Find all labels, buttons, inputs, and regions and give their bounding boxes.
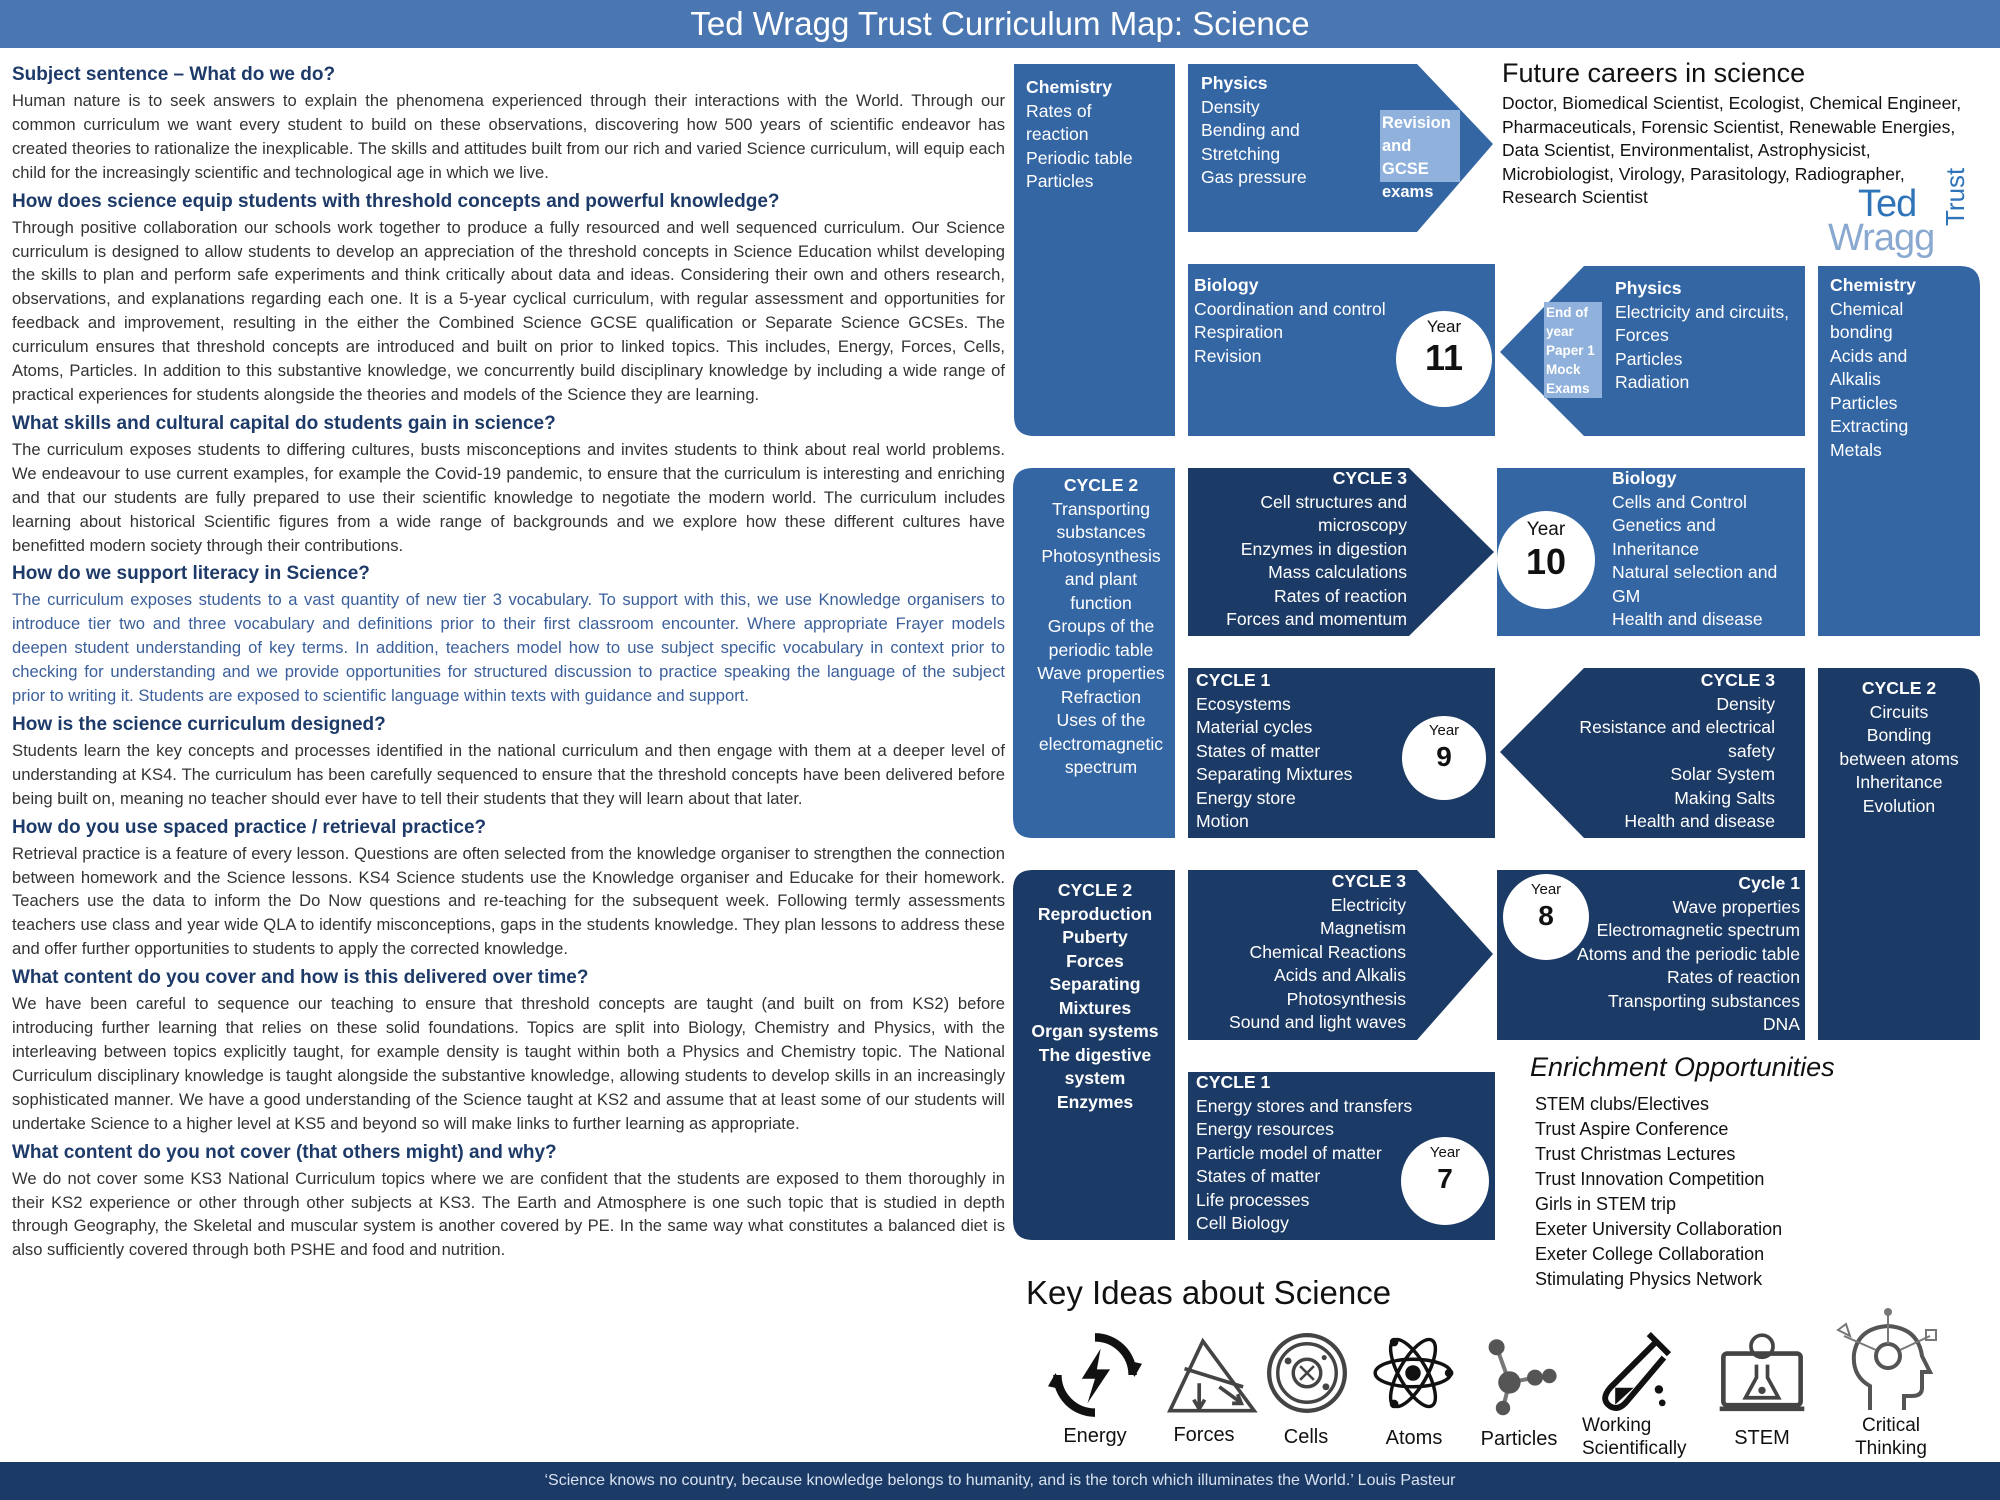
logo-wragg: Wragg — [1828, 217, 1935, 259]
topic: Inheritance — [1612, 538, 1700, 559]
enrichment-item: Exeter University Collaboration — [1535, 1219, 1783, 1239]
section-heading: How do we support literacy in Science? — [12, 563, 370, 585]
y11-chemistry-box — [1026, 76, 1171, 194]
working-scientifically-icon — [1590, 1328, 1674, 1414]
enrichment-item: Exeter College Collaboration — [1535, 1244, 1765, 1264]
topic: Particles — [1615, 348, 1683, 369]
topic: Rates of reaction — [1273, 585, 1407, 606]
section-body: Retrieval practice is a feature of every lesson. Questions are often selected from the knowledge organiser to strengthen the connection between homework and the Science lessons. KS4 Science students use the Knowledge organiser and Educake for their homework. Teachers use the data to inform the Do Now questions and re-teaching for the subsequent week. Following termly assessments teachers use class and year wide QLA to identify misconceptions, gaps in the students knowledge. They plan lessons to address these and offer further opportunities to students to apply the corrected knowledge. — [12, 843, 1005, 959]
end-of-year-line: Exams — [1546, 381, 1590, 396]
topic: States of matter — [1196, 740, 1321, 761]
topic: Cells and Control — [1612, 491, 1747, 512]
key-idea-label: Atoms — [1385, 1427, 1443, 1449]
ted-wragg-trust-logo — [1826, 167, 1976, 266]
enrichment-list — [1535, 1092, 1965, 1292]
year-label: Year — [1530, 881, 1562, 898]
section-heading: What skills and cultural capital do students gain in science? — [12, 412, 556, 434]
key-idea-label: Energy — [1063, 1425, 1127, 1447]
logo-trust: Trust — [1940, 167, 1970, 226]
year-label: Year — [1526, 519, 1566, 540]
topic: Resistance and electrical — [1579, 717, 1775, 737]
key-idea-label: Forces — [1173, 1424, 1235, 1446]
topic: Forces — [1066, 950, 1124, 971]
topic: Health and disease — [1612, 609, 1763, 629]
section-heading: Subject sentence – What do we do? — [12, 64, 336, 85]
topic: Metals — [1830, 439, 1882, 460]
y8-cycle3-box — [1196, 870, 1406, 1035]
year-label: Year — [1428, 722, 1460, 739]
topic: Acids and Alkalis — [1273, 965, 1406, 985]
key-idea-label: Working Scientifically — [1582, 1415, 1687, 1459]
y10-cycle3-box — [1196, 467, 1407, 632]
y10-biology-box — [1612, 467, 1804, 632]
careers-title: Future careers in science — [1502, 58, 1806, 88]
topic: Density — [1201, 96, 1260, 117]
y11-biology-box — [1194, 274, 1424, 368]
topic: Separating — [1049, 974, 1141, 994]
page-footer — [0, 1462, 2000, 1500]
year-10-badge — [1497, 511, 1595, 609]
topic: Evolution — [1862, 795, 1936, 816]
topic: Material cycles — [1196, 717, 1313, 737]
particles-icon — [1478, 1336, 1560, 1416]
topic: Bending and — [1201, 120, 1300, 140]
topic: Solar System — [1670, 764, 1775, 784]
topic: microscopy — [1318, 515, 1407, 535]
topic: Particles — [1026, 171, 1094, 191]
enrichment-title: Enrichment Opportunities — [1530, 1052, 1835, 1082]
topic: Density — [1716, 693, 1775, 714]
revision-line: and GCSE — [1382, 137, 1429, 178]
topic: system — [1064, 1068, 1126, 1088]
box-heading: CYCLE 1 — [1196, 670, 1271, 690]
careers-body: Doctor, Biomedical Scientist, Ecologist, Chemical Engineer, Pharmaceuticals, Forensic Scientist, Renewable Energies, Data Scientist, Environmentalist, Astrophysicist, Microbiologist, Virology, Parasitology, Radiographer, Research Scientist — [1502, 93, 1962, 208]
box-heading: CYCLE 2 — [1057, 880, 1133, 900]
y10-physics-box — [1615, 277, 1805, 395]
box-heading: CYCLE 2 — [1063, 475, 1139, 495]
topic: Extracting — [1830, 416, 1909, 436]
enrichment-item: STEM clubs/Electives — [1535, 1094, 1710, 1114]
y9-cycle1-box — [1196, 669, 1416, 834]
section-body: We have been careful to sequence our teaching to ensure that threshold concepts are taught (and built on from KS2) before introducing further learning that relies on these solid foundations. Topics are split into Biology, Chemistry and Physics, with the interleaving between topics explicitly taught, for example density is taught within both a Physics and Chemistry topic. The National Curriculum disciplinary knowledge is taught alongside the substantive knowledge, allowing students to develop skills in an increasingly sophisticated manner. We have a good understanding of the Science taught at KS2 and assume that at least some of our students will undertake Science to a higher level at KS5 and beyond so will make links to further learning as appropriate. — [12, 994, 1005, 1133]
topic: spectrum — [1064, 757, 1138, 777]
topic: Bonding — [1866, 725, 1932, 745]
topic: Electricity — [1330, 894, 1406, 915]
topic: Puberty — [1062, 927, 1128, 947]
revision-label — [1382, 112, 1460, 204]
enrichment-item: Trust Aspire Conference — [1535, 1119, 1729, 1139]
footer-quote: ‘Science knows no country, because knowledge belongs to humanity, and is the torch which illuminates the World.’ Louis Pasteur — [544, 1472, 1456, 1489]
topic: Rates of reaction — [1666, 967, 1800, 987]
box-heading: Chemistry — [1026, 77, 1113, 97]
year-number: 10 — [1525, 541, 1567, 582]
critical-thinking-icon — [1834, 1306, 1944, 1416]
topic: Transporting — [1051, 498, 1151, 519]
topic: Cell Biology — [1196, 1213, 1289, 1233]
box-heading: CYCLE 3 — [1700, 670, 1775, 690]
key-idea-label: Critical Thinking — [1855, 1415, 1927, 1459]
box-heading: Physics — [1201, 73, 1268, 93]
topic: Inheritance — [1855, 772, 1943, 792]
topic: function — [1070, 592, 1132, 613]
topic: DNA — [1762, 1014, 1800, 1034]
y7-cycle1-box — [1196, 1071, 1436, 1236]
y8-cycle2-right-box — [1822, 677, 1976, 818]
topic: reaction — [1026, 124, 1089, 144]
topic: Circuits — [1869, 701, 1929, 722]
box-heading: CYCLE 3 — [1331, 871, 1406, 891]
box-heading: CYCLE 3 — [1332, 468, 1407, 488]
energy-icon — [1048, 1328, 1142, 1422]
section-body: Students learn the key concepts and processes identified in the national curriculum and then engage with them at a deeper level of understanding at KS4. The curriculum has been carefully sequenced to ensure that the threshold concepts have been delivered before being built on, meaning no teacher should ever have to tell their students that they will learn about that later. — [12, 740, 1005, 808]
key-ideas-title: Key Ideas about Science — [1026, 1274, 1392, 1311]
year-number: 7 — [1437, 1163, 1453, 1194]
topic: Alkalis — [1830, 369, 1881, 389]
topic: Energy stores and transfers — [1196, 1095, 1413, 1116]
topic: Chemical Reactions — [1249, 941, 1406, 962]
topic: Wave properties — [1037, 663, 1165, 683]
topic: Radiation — [1615, 372, 1690, 392]
section-heading: What content do you not cover (that others might) and why? — [12, 1141, 557, 1163]
topic: Periodic table — [1026, 147, 1133, 168]
y7-cycle2-left-box — [1016, 879, 1174, 1114]
y9-cycle2-left-box — [1016, 474, 1186, 780]
topic: Energy store — [1196, 787, 1296, 808]
topic: Magnetism — [1319, 918, 1406, 938]
year-number: 9 — [1436, 741, 1452, 772]
year-11-badge — [1396, 311, 1492, 407]
topic: Sound and light waves — [1228, 1012, 1406, 1032]
box-heading: Chemistry — [1830, 275, 1917, 295]
topic: Gas pressure — [1201, 167, 1307, 187]
box-heading: Biology — [1612, 468, 1677, 488]
topic: Particles — [1830, 392, 1898, 413]
year-9-badge — [1402, 716, 1486, 800]
revision-line: Revision — [1382, 114, 1451, 132]
forces-icon — [1166, 1332, 1258, 1418]
topic: Photosynthesis — [1286, 988, 1406, 1009]
enrichment-item: Trust Innovation Competition — [1535, 1169, 1765, 1189]
key-idea-label: Cells — [1283, 1426, 1329, 1448]
box-heading: CYCLE 1 — [1196, 1072, 1271, 1092]
topic: Chemical — [1830, 298, 1904, 319]
atoms-icon — [1370, 1330, 1456, 1416]
topic: Uses of the — [1056, 710, 1146, 730]
topic: Forces — [1615, 325, 1669, 345]
end-of-year-label — [1546, 303, 1602, 398]
topic: Life processes — [1196, 1189, 1310, 1210]
topic: Forces and momentum — [1226, 609, 1407, 629]
topic: Groups of the — [1047, 616, 1155, 636]
year-7-badge — [1401, 1137, 1489, 1225]
section-body: We do not cover some KS3 National Curriculum topics where we are confident that the students are exposed to them thoroughly in their KS2 experience or other through other subjects at KS3. The Earth and Atmosphere is one such topic that is studied in depth through Geography, the Skeletal and muscular system is another covered by PE. In the same way what constitutes a balanced diet is also sufficiently covered through both PSHE and food and nutrition. — [12, 1168, 1005, 1260]
topic: Energy resources — [1196, 1119, 1334, 1139]
topic: Motion — [1196, 811, 1249, 831]
topic: electromagnetic — [1038, 733, 1164, 754]
section-heading: How do you use spaced practice / retrieval practice? — [12, 816, 487, 838]
year-label: Year — [1429, 1144, 1461, 1161]
page-title: Ted Wragg Trust Curriculum Map: Science — [690, 5, 1310, 42]
topic: bonding — [1830, 322, 1893, 342]
key-idea-label: Particles — [1480, 1428, 1558, 1450]
topic: Mixtures — [1058, 997, 1132, 1018]
revision-line: exams — [1382, 183, 1434, 201]
logo-ted: Ted — [1858, 183, 1917, 225]
cells-icon — [1264, 1330, 1350, 1416]
end-of-year-line: Mock — [1546, 362, 1581, 377]
y10-chemistry-right-box — [1830, 274, 1970, 462]
section-heading: How is the science curriculum designed? — [12, 713, 386, 735]
topic: The digestive — [1038, 1044, 1152, 1065]
topic: Reproduction — [1037, 903, 1153, 924]
topic: Rates of — [1026, 100, 1092, 121]
topic: Refraction — [1060, 686, 1142, 707]
topic: Ecosystems — [1196, 693, 1291, 714]
topic: Coordination and control — [1194, 298, 1386, 319]
end-of-year-line: year — [1546, 324, 1574, 339]
year-number: 8 — [1538, 900, 1554, 931]
topic: Cell structures and — [1260, 491, 1407, 512]
y11-physics-box — [1201, 72, 1381, 190]
section-body: The curriculum exposes students to a vast quantity of new tier 3 vocabulary. To support with this, we use Knowledge organisers to introduce tier two and three vocabulary and definitions prior to their first classroom encounter. Where appropriate Frayer models deepen student understanding of key terms. In addition, teachers model how to use subject specific vocabulary in context prior to checking for understanding and we provide opportunities for structured discussion to practice speaking the language of the subject prior to writing it. Students are exposed to scientific language within texts with guidance and support. — [12, 590, 1005, 706]
key-idea-label: STEM — [1734, 1427, 1790, 1449]
topic: Genetics and — [1612, 515, 1716, 535]
box-heading: Physics — [1615, 278, 1682, 298]
topic: Enzymes — [1056, 1091, 1134, 1112]
topic: Atoms and the periodic table — [1577, 943, 1800, 964]
end-of-year-line: Paper 1 — [1546, 343, 1595, 358]
topic: substances — [1056, 522, 1146, 542]
topic: Making Salts — [1674, 787, 1775, 808]
topic: between atoms — [1839, 748, 1959, 769]
section-body: Through positive collaboration our schools work together to produce a fully resourced and well sequenced curriculum. Our Science curriculum is designed to allow students to develop an appreciation of the threshold concepts in Science Education whilst developing the skills to plan and perform safe experiments and think critically about data and ideas. Considering their own and others research, observations, and explanations regarding each one. It is a 5-year cyclical curriculum, with regular assessment and opportunities for feedback and improvement, resulting in the either the Combined Science GCSE qualification or Separate Science GCSEs. The curriculum ensures that threshold concepts are introduced and built on prior to linked topics. This includes, Energy, Forces, Cells, Atoms, Particles. In addition to this substantive knowledge, we concurrently build disciplinary knowledge by including a wide range of practical experiences for students alongside the theories and models of the Science they are learning. — [12, 217, 1005, 404]
topic: Stretching — [1201, 143, 1281, 164]
section-body: The curriculum exposes students to differing cultures, busts misconceptions and invites students to think about real world problems. We endeavour to use current examples, for example the Covid-19 pandemic, to ensure that the curriculum is interesting and enriching and that our students are fully prepared to use their scientific knowledge to negotiate the modern world. The curriculum includes learning about historical Scientific figures from a wide range of backgrounds and we explore how these different cultures have benefitted modern society through their contributions. — [12, 439, 1005, 555]
year-label: Year — [1426, 317, 1462, 336]
enrichment-item: Girls in STEM trip — [1535, 1194, 1677, 1214]
topic: Enzymes in digestion — [1240, 538, 1407, 559]
topic: Photosynthesis — [1041, 545, 1161, 566]
topic: Particle model of matter — [1196, 1142, 1382, 1163]
topic: Mass calculations — [1268, 562, 1407, 582]
topic: GM — [1612, 585, 1641, 606]
topic: Revision — [1194, 345, 1262, 366]
topic: safety — [1728, 740, 1775, 761]
section-heading: How does science equip students with threshold concepts and powerful knowledge? — [12, 190, 780, 212]
enrichment-item: Trust Christmas Lectures — [1535, 1144, 1736, 1164]
topic: Respiration — [1194, 322, 1283, 342]
topic: periodic table — [1048, 639, 1154, 660]
enrichment-item: Stimulating Physics Network — [1535, 1269, 1763, 1289]
topic: Health and disease — [1624, 811, 1775, 831]
y8-cycle1-box — [1540, 872, 1800, 1037]
topic: Transporting substances — [1607, 990, 1800, 1011]
topic: States of matter — [1196, 1166, 1321, 1186]
year-number: 11 — [1424, 337, 1464, 378]
topic: and plant — [1064, 569, 1138, 589]
topic: Natural selection and — [1612, 562, 1778, 582]
section-heading: What content do you cover and how is this delivered over time? — [12, 967, 589, 989]
topic: Separating Mixtures — [1196, 764, 1353, 784]
topic: Acids and — [1830, 345, 1908, 366]
topic: Wave properties — [1672, 896, 1800, 917]
topic: Electromagnetic spectrum — [1596, 920, 1800, 940]
topic: Organ systems — [1031, 1021, 1159, 1041]
box-heading: CYCLE 2 — [1861, 678, 1937, 698]
end-of-year-line: End of — [1546, 305, 1588, 320]
box-heading: Cycle 1 — [1738, 873, 1800, 893]
box-heading: Biology — [1194, 275, 1259, 295]
stem-icon — [1716, 1326, 1808, 1418]
section-body: Human nature is to seek answers to explain the phenomena experienced through their interactions with the World. Through our common curriculum we want every student to build on these observations, discovering how 500 years of scientific endeavor has created theories to rationalize the inexplicable. The skills and attitudes built from our rich and varied Science curriculum, will equip each child for the increasingly scientific and technological age in which we live. — [12, 91, 1005, 182]
topic: Electricity and circuits, — [1615, 301, 1790, 322]
y9-cycle3-box — [1560, 669, 1775, 834]
